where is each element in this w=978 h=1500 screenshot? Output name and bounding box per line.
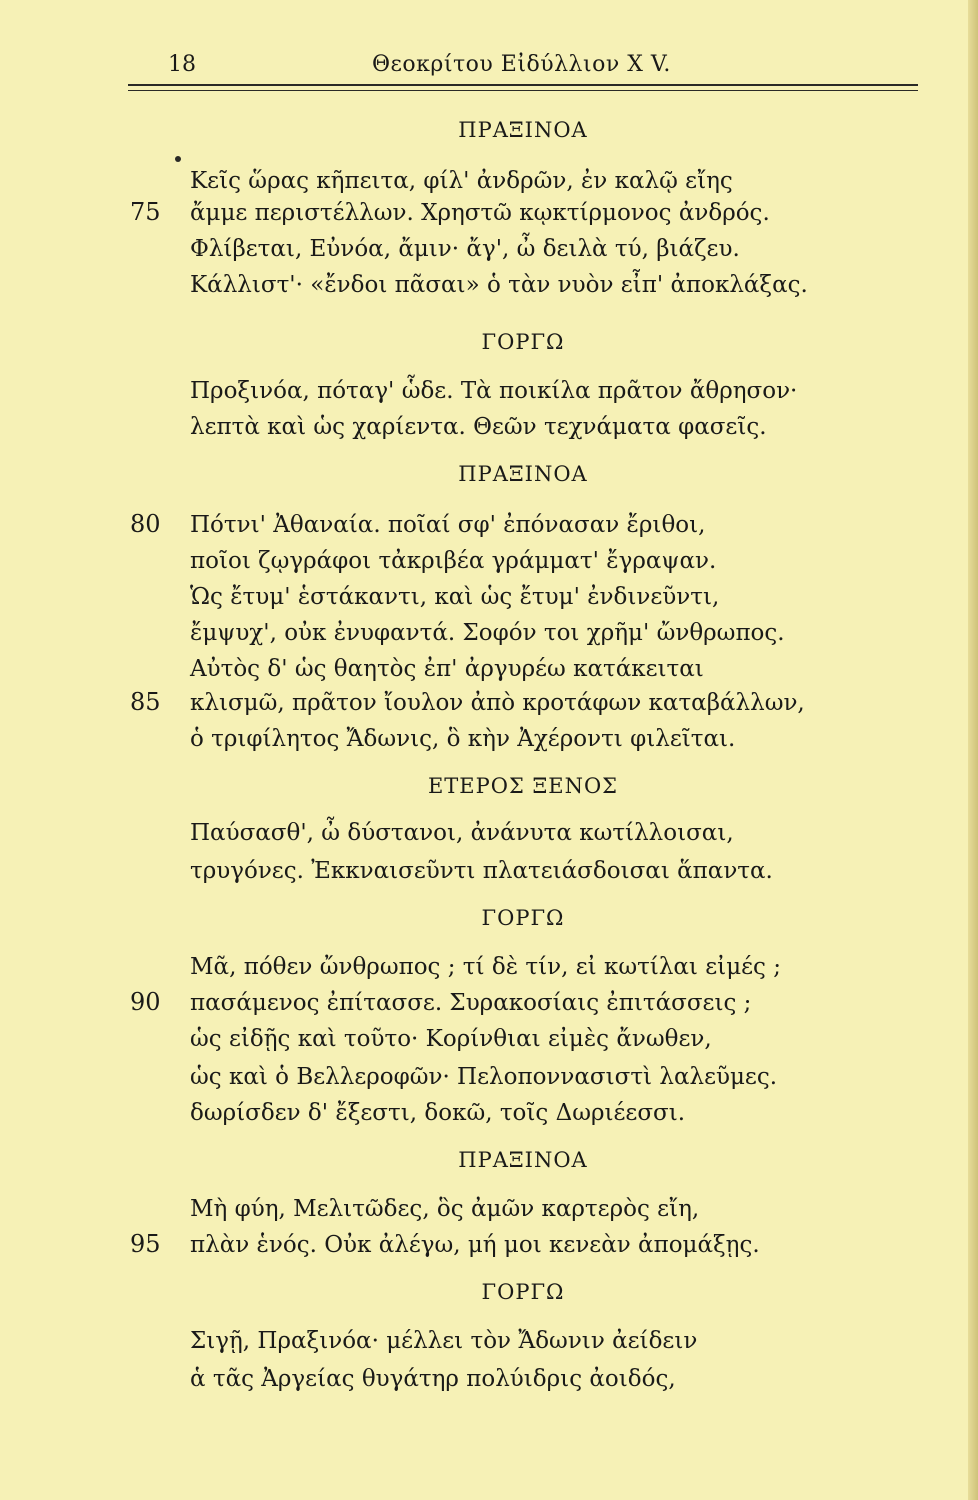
verse-line: δωρίσδεν δ' ἔξεστι, δοκῶ, τοῖς Δωριέεσσι. bbox=[190, 1100, 686, 1126]
verse-line: Φλίβεται, Εὐνόα, ἄμιν· ἄγ', ὦ δειλὰ τύ, βιάζευ. bbox=[190, 236, 740, 262]
speaker-heading: ΕΤΕΡΟΣ ΞΕΝΟΣ bbox=[427, 774, 619, 798]
running-title: Θεοκρίτου Εἰδύλλιον Χ V. bbox=[372, 52, 671, 77]
verse-line: ἄμμε περιστέλλων. Χρηστῶ κῳκτίρμονος ἀνδρός. bbox=[190, 200, 770, 226]
verse-line: Παύσασθ', ὦ δύστανοι, ἀνάνυτα κωτίλλοισαι, bbox=[190, 820, 734, 846]
verse-line: λεπτὰ καὶ ὡς χαρίεντα. Θεῶν τεχνάματα φασεῖς. bbox=[190, 414, 767, 440]
verse-line: πλὰν ἑνός. Οὐκ ἀλέγω, μή μοι κενεὰν ἀπομάξῃς. bbox=[190, 1232, 760, 1258]
verse-line: ἁ τᾶς Ἀργείας θυγάτηρ πολύιδρις ἀοιδός, bbox=[190, 1366, 676, 1392]
verse-line: ποῖοι ζῳγράφοι τἀκριβέα γράμματ' ἔγραψαν. bbox=[190, 548, 717, 574]
verse-line: Κεῖς ὥρας κῆπειτα, φίλ' ἀνδρῶν, ἐν καλῷ εἴης bbox=[190, 168, 733, 194]
verse-line: Αὐτὸς δ' ὡς θαητὸς ἐπ' ἀργυρέω κατάκειται bbox=[190, 656, 704, 682]
verse-line: Ὡς ἔτυμ' ἑστάκαντι, καὶ ὡς ἔτυμ' ἐνδινεῦντι, bbox=[190, 584, 720, 610]
verse-line: κλισμῶ, πρᾶτον ἴουλον ἀπὸ κροτάφων καταβάλλων, bbox=[190, 690, 805, 716]
line-number: 80 bbox=[130, 510, 161, 538]
header-rule bbox=[128, 84, 918, 86]
verse-line: Προξινόα, πόταγ' ὧδε. Τὰ ποικίλα πρᾶτον ἄθρησον· bbox=[190, 378, 798, 404]
margin-dot bbox=[175, 156, 181, 162]
speaker-heading: ΠΡΑΞΙΝΟΑ bbox=[458, 462, 588, 486]
verse-line: Μᾶ, πόθεν ὤνθρωπος ; τί δὲ τίν, εἰ κωτίλαι εἰμές ; bbox=[190, 954, 781, 980]
line-number: 85 bbox=[130, 688, 161, 716]
speaker-heading: ΓΟΡΓΩ bbox=[481, 1280, 565, 1304]
verse-line: Μὴ φύη, Μελιτῶδες, ὃς ἀμῶν καρτερὸς εἴη, bbox=[190, 1196, 700, 1222]
line-number: 75 bbox=[130, 198, 161, 226]
verse-line: Κάλλιστ'· «ἔνδοι πᾶσαι» ὁ τὰν νυὸν εἶπ' ἀποκλάξας. bbox=[190, 272, 808, 298]
verse-line: Σιγῇ, Πραξινόα· μέλλει τὸν Ἄδωνιν ἀείδειν bbox=[190, 1328, 698, 1354]
running-header bbox=[0, 44, 978, 84]
verse-line: ὁ τριφίλητος Ἄδωνις, ὃ κὴν Ἀχέροντι φιλεῖται. bbox=[190, 726, 736, 752]
page-number: 18 bbox=[168, 52, 196, 77]
speaker-heading: ΓΟΡΓΩ bbox=[481, 906, 565, 930]
page-edge bbox=[968, 0, 978, 1500]
verse-line: Πότνι' Ἀθαναία. ποῖαί σφ' ἐπόνασαν ἔριθοι, bbox=[190, 512, 706, 538]
verse-line: τρυγόνες. Ἐκκναισεῦντι πλατειάσδοισαι ἅπαντα. bbox=[190, 858, 773, 884]
verse-line: ὡς καὶ ὁ Βελλεροφῶν· Πελοποννασιστὶ λαλεῦμες. bbox=[190, 1064, 778, 1090]
speaker-heading: ΠΡΑΞΙΝΟΑ bbox=[458, 1148, 588, 1172]
verse-line: ὡς εἰδῇς καὶ τοῦτο· Κορίνθιαι εἰμὲς ἄνωθεν, bbox=[190, 1026, 712, 1052]
verse-line: πασάμενος ἐπίτασσε. Συρακοσίαις ἐπιτάσσεις ; bbox=[190, 990, 752, 1016]
line-number: 95 bbox=[130, 1230, 161, 1258]
verse-line: ἔμψυχ', οὐκ ἐνυφαντά. Σοφόν τοι χρῆμ' ὤνθρωπος. bbox=[190, 620, 785, 646]
header-rule-thin bbox=[128, 90, 918, 91]
speaker-heading: ΠΡΑΞΙΝΟΑ bbox=[458, 118, 588, 142]
speaker-heading: ΓΟΡΓΩ bbox=[481, 330, 565, 354]
line-number: 90 bbox=[130, 988, 161, 1016]
